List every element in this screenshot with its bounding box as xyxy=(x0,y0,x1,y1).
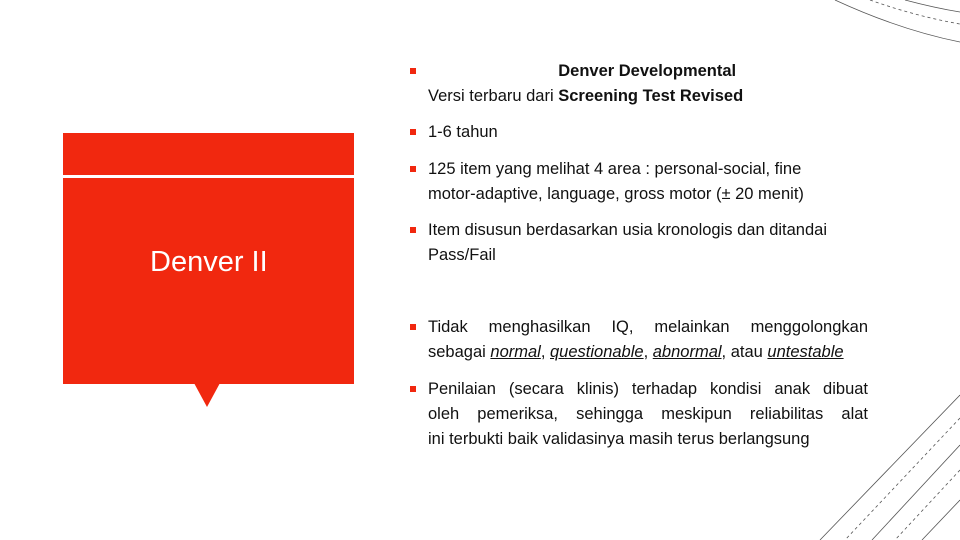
bullet-item xyxy=(428,59,868,109)
bullet-marker xyxy=(410,386,416,392)
bullet-line: oleh pemeriksa, sehingga meskipun reliabilitas alat xyxy=(428,405,868,423)
bullet-bold-text: Denver Developmental Screening Test Revised xyxy=(558,62,744,105)
bullet-marker xyxy=(410,324,416,330)
separator: , atau xyxy=(721,343,768,361)
bullet-line xyxy=(428,340,868,365)
bullet-marker xyxy=(410,129,416,135)
bullet-line: Item disusun berdasarkan usia kronologis dan ditandai xyxy=(428,221,827,239)
bullet-line: 125 item yang melihat 4 area : personal-social, fine xyxy=(428,160,802,178)
bullet-item xyxy=(428,218,868,268)
bullet-marker xyxy=(410,227,416,233)
bullet-item xyxy=(428,315,868,365)
bullet-text: Versi terbaru dari xyxy=(428,87,559,105)
bullet-text: sebagai xyxy=(428,343,491,361)
classification-normal: normal xyxy=(490,343,541,361)
bullet-text: 1-6 tahun xyxy=(428,123,498,141)
bullet-line: motor-adaptive, language, gross motor (± 20 menit) xyxy=(428,185,804,203)
bullet-item xyxy=(428,157,868,207)
classification-abnormal: abnormal xyxy=(652,343,722,361)
bullet-item xyxy=(428,120,868,145)
bullet-marker xyxy=(410,68,416,74)
classification-questionable: questionable xyxy=(550,343,644,361)
bullet-item xyxy=(428,377,868,452)
bullet-line: Pass/Fail xyxy=(428,246,496,264)
bullet-line: Penilaian (secara klinis) terhadap kondisi anak dibuat xyxy=(428,380,868,398)
separator: , xyxy=(643,343,653,361)
bullet-line: ini terbukti baik validasinya masih terus berlangsung xyxy=(428,430,810,448)
bullet-marker xyxy=(410,166,416,172)
separator: , xyxy=(540,343,550,361)
slide-title: Denver II xyxy=(150,246,268,278)
bullet-line: Tidak menghasilkan IQ, melainkan menggolongkan xyxy=(428,318,868,336)
classification-untestable: untestable xyxy=(767,343,844,361)
